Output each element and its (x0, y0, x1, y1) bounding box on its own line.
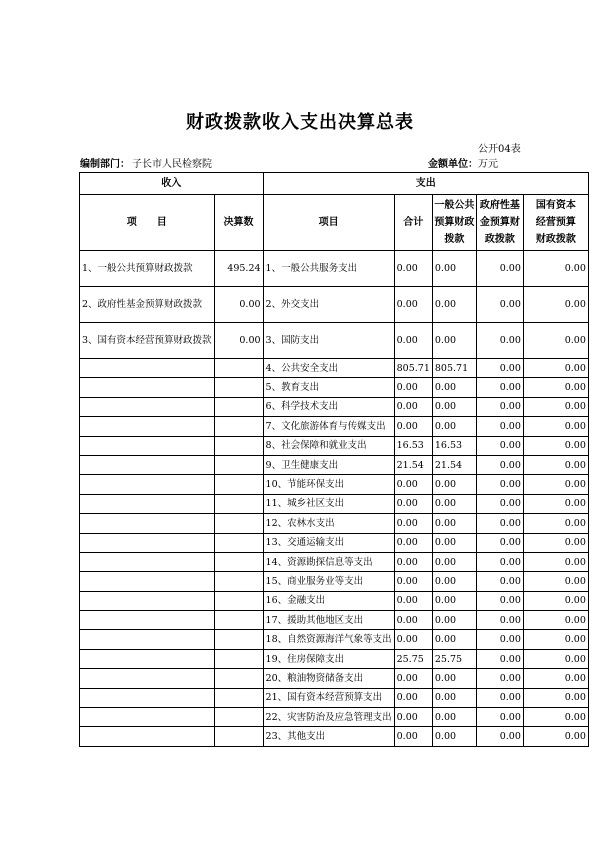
income-value-cell (214, 572, 263, 591)
state-capital-cell: 0.00 (523, 630, 588, 649)
total-cell: 0.00 (394, 669, 432, 688)
income-value-cell (214, 727, 263, 746)
table-row (80, 436, 589, 455)
state-capital-cell: 0.00 (523, 417, 588, 436)
income-value-cell (214, 475, 263, 494)
total-cell: 0.00 (394, 251, 432, 287)
gov-fund-cell: 0.00 (476, 727, 523, 746)
total-cell: 0.00 (394, 378, 432, 397)
income-item-cell (80, 475, 215, 494)
income-item-cell: 2、政府性基金预算财政拨款 (80, 287, 215, 323)
income-value-cell: 0.00 (214, 287, 263, 323)
expenditure-item-cell: 19、住房保障支出 (263, 649, 394, 668)
expenditure-item-cell: 6、科学技术支出 (263, 397, 394, 416)
state-capital-header: 国有资本经营预算财政拨款 (523, 195, 588, 251)
table-row (80, 727, 589, 746)
general-budget-cell: 0.00 (432, 514, 476, 533)
state-capital-cell: 0.00 (523, 287, 588, 323)
general-budget-cell: 25.75 (432, 649, 476, 668)
expenditure-item-cell: 5、教育支出 (263, 378, 394, 397)
total-cell: 0.00 (394, 533, 432, 552)
income-item-cell (80, 572, 215, 591)
state-capital-cell: 0.00 (523, 591, 588, 610)
income-value-cell (214, 359, 263, 378)
gov-fund-cell: 0.00 (476, 649, 523, 668)
amount-unit-label: 金额单位： (428, 159, 478, 170)
income-item-cell (80, 552, 215, 571)
income-item-cell (80, 455, 215, 474)
gov-fund-cell: 0.00 (476, 533, 523, 552)
state-capital-cell: 0.00 (523, 359, 588, 378)
general-budget-cell: 0.00 (432, 727, 476, 746)
gov-fund-cell: 0.00 (476, 251, 523, 287)
general-budget-cell: 805.71 (432, 359, 476, 378)
income-value-cell (214, 688, 263, 707)
expenditure-item-cell: 21、国有资本经营预算支出 (263, 688, 394, 707)
table-row (80, 708, 589, 727)
total-cell: 0.00 (394, 591, 432, 610)
total-cell: 0.00 (394, 688, 432, 707)
expenditure-item-cell: 9、卫生健康支出 (263, 455, 394, 474)
gov-fund-cell: 0.00 (476, 436, 523, 455)
expenditure-header: 支出 (263, 173, 588, 195)
table-row (80, 323, 589, 359)
total-cell: 805.71 (394, 359, 432, 378)
income-value-cell: 495.24 (214, 251, 263, 287)
general-budget-cell: 0.00 (432, 378, 476, 397)
general-budget-cell: 0.00 (432, 323, 476, 359)
total-cell: 0.00 (394, 287, 432, 323)
income-item-cell (80, 669, 215, 688)
gov-fund-cell: 0.00 (476, 455, 523, 474)
general-budget-header: 一般公共预算财政拨款 (432, 195, 476, 251)
expenditure-item-cell: 11、城乡社区支出 (263, 494, 394, 513)
income-item-cell (80, 397, 215, 416)
gov-fund-cell: 0.00 (476, 494, 523, 513)
total-cell: 0.00 (394, 708, 432, 727)
gov-fund-cell: 0.00 (476, 475, 523, 494)
expenditure-item-cell: 18、自然资源海洋气象等支出 (263, 630, 394, 649)
general-budget-cell: 0.00 (432, 552, 476, 571)
general-budget-cell: 0.00 (432, 572, 476, 591)
state-capital-cell: 0.00 (523, 688, 588, 707)
department-label: 编制部门： (80, 159, 130, 170)
expenditure-item-cell: 20、粮油物资储备支出 (263, 669, 394, 688)
table-row (80, 552, 589, 571)
general-budget-cell: 0.00 (432, 630, 476, 649)
total-cell: 0.00 (394, 323, 432, 359)
state-capital-cell: 0.00 (523, 708, 588, 727)
general-budget-cell: 21.54 (432, 455, 476, 474)
table-row (80, 359, 589, 378)
general-budget-cell: 0.00 (432, 251, 476, 287)
income-value-cell (214, 669, 263, 688)
gov-fund-cell: 0.00 (476, 591, 523, 610)
income-item-cell (80, 727, 215, 746)
state-capital-cell: 0.00 (523, 251, 588, 287)
table-row (80, 630, 589, 649)
state-capital-cell: 0.00 (523, 611, 588, 630)
state-capital-cell: 0.00 (523, 649, 588, 668)
state-capital-cell: 0.00 (523, 727, 588, 746)
header-row-columns (80, 195, 589, 251)
gov-fund-cell: 0.00 (476, 669, 523, 688)
general-budget-cell: 0.00 (432, 708, 476, 727)
expenditure-item-cell: 15、商业服务业等支出 (263, 572, 394, 591)
state-capital-cell: 0.00 (523, 669, 588, 688)
income-value-cell (214, 514, 263, 533)
general-budget-cell: 0.00 (432, 611, 476, 630)
general-budget-cell: 0.00 (432, 533, 476, 552)
gov-fund-cell: 0.00 (476, 611, 523, 630)
expenditure-item-cell: 17、援助其他地区支出 (263, 611, 394, 630)
table-row (80, 287, 589, 323)
income-item-cell (80, 688, 215, 707)
state-capital-cell: 0.00 (523, 378, 588, 397)
total-cell: 0.00 (394, 727, 432, 746)
income-item-cell (80, 708, 215, 727)
general-budget-cell: 0.00 (432, 287, 476, 323)
income-item-cell (80, 591, 215, 610)
department-value: 子长市人民检察院 (132, 159, 212, 170)
gov-fund-cell: 0.00 (476, 378, 523, 397)
gov-fund-cell: 0.00 (476, 397, 523, 416)
expenditure-item-cell: 12、农林水支出 (263, 514, 394, 533)
income-value-cell (214, 455, 263, 474)
expenditure-item-cell: 16、金融支出 (263, 591, 394, 610)
income-value-cell (214, 397, 263, 416)
total-cell: 0.00 (394, 475, 432, 494)
general-budget-cell: 0.00 (432, 591, 476, 610)
income-item-cell (80, 378, 215, 397)
total-cell: 21.54 (394, 455, 432, 474)
page-title: 财政拨款收入支出决算总表 (186, 112, 414, 133)
total-cell: 25.75 (394, 649, 432, 668)
income-value-cell (214, 417, 263, 436)
state-capital-cell: 0.00 (523, 514, 588, 533)
total-cell: 0.00 (394, 494, 432, 513)
expenditure-item-cell: 10、节能环保支出 (263, 475, 394, 494)
income-value-cell (214, 630, 263, 649)
general-budget-cell: 0.00 (432, 397, 476, 416)
income-value-cell (214, 708, 263, 727)
final-amount-header: 决算数 (214, 195, 263, 251)
gov-fund-cell: 0.00 (476, 630, 523, 649)
income-value-cell (214, 533, 263, 552)
gov-fund-header: 政府性基金预算财政拨款 (476, 195, 523, 251)
total-cell: 0.00 (394, 417, 432, 436)
expenditure-item-cell: 2、外交支出 (263, 287, 394, 323)
amount-unit-value: 万元 (478, 159, 498, 170)
income-header: 收入 (80, 173, 264, 195)
total-header: 合计 (394, 195, 432, 251)
income-value-cell (214, 378, 263, 397)
expenditure-item-cell: 7、文化旅游体育与传媒支出 (263, 417, 394, 436)
general-budget-cell: 0.00 (432, 475, 476, 494)
state-capital-cell: 0.00 (523, 436, 588, 455)
amount-unit-line (428, 155, 498, 170)
table-row (80, 475, 589, 494)
gov-fund-cell: 0.00 (476, 417, 523, 436)
state-capital-cell: 0.00 (523, 397, 588, 416)
state-capital-cell: 0.00 (523, 572, 588, 591)
income-item-cell (80, 630, 215, 649)
expenditure-item-cell: 4、公共安全支出 (263, 359, 394, 378)
income-value-cell: 0.00 (214, 323, 263, 359)
table-row (80, 533, 589, 552)
state-capital-cell: 0.00 (523, 533, 588, 552)
income-item-cell (80, 359, 215, 378)
table-row (80, 572, 589, 591)
table-row (80, 611, 589, 630)
expenditure-item-cell: 1、一般公共服务支出 (263, 251, 394, 287)
income-value-cell (214, 552, 263, 571)
income-item-cell: 3、国有资本经营预算财政拨款 (80, 323, 215, 359)
expenditure-item-cell: 3、国防支出 (263, 323, 394, 359)
income-value-cell (214, 591, 263, 610)
gov-fund-cell: 0.00 (476, 359, 523, 378)
gov-fund-cell: 0.00 (476, 572, 523, 591)
general-budget-cell: 0.00 (432, 494, 476, 513)
state-capital-cell: 0.00 (523, 552, 588, 571)
expenditure-item-cell: 13、交通运输支出 (263, 533, 394, 552)
income-value-cell (214, 436, 263, 455)
state-capital-cell: 0.00 (523, 455, 588, 474)
general-budget-cell: 0.00 (432, 417, 476, 436)
income-item-cell (80, 611, 215, 630)
table-row (80, 514, 589, 533)
general-budget-cell: 0.00 (432, 669, 476, 688)
gov-fund-cell: 0.00 (476, 323, 523, 359)
gov-fund-cell: 0.00 (476, 708, 523, 727)
table-row (80, 417, 589, 436)
header-row-top (80, 173, 589, 195)
gov-fund-cell: 0.00 (476, 688, 523, 707)
gov-fund-cell: 0.00 (476, 514, 523, 533)
exp-item-header: 项目 (263, 195, 394, 251)
expenditure-item-cell: 23、其他支出 (263, 727, 394, 746)
income-value-cell (214, 649, 263, 668)
general-budget-cell: 0.00 (432, 688, 476, 707)
gov-fund-cell: 0.00 (476, 287, 523, 323)
income-value-cell (214, 611, 263, 630)
expenditure-item-cell: 22、灾害防治及应急管理支出 (263, 708, 394, 727)
department-line (80, 155, 212, 170)
expenditure-item-cell: 14、资源勘探信息等支出 (263, 552, 394, 571)
table-row (80, 669, 589, 688)
income-item-header: 项 目 (80, 195, 215, 251)
total-cell: 0.00 (394, 397, 432, 416)
table-row (80, 397, 589, 416)
form-number: 公开04表 (478, 144, 521, 155)
total-cell: 16.53 (394, 436, 432, 455)
income-item-cell (80, 436, 215, 455)
income-value-cell (214, 494, 263, 513)
income-item-cell (80, 649, 215, 668)
total-cell: 0.00 (394, 572, 432, 591)
general-budget-cell: 16.53 (432, 436, 476, 455)
income-item-cell (80, 533, 215, 552)
gov-fund-cell: 0.00 (476, 552, 523, 571)
table-row (80, 378, 589, 397)
table-row (80, 649, 589, 668)
income-item-cell (80, 514, 215, 533)
table-row (80, 455, 589, 474)
state-capital-cell: 0.00 (523, 323, 588, 359)
table-row (80, 251, 589, 287)
budget-table (79, 172, 589, 747)
income-item-cell: 1、一般公共预算财政拨款 (80, 251, 215, 287)
table-row (80, 688, 589, 707)
state-capital-cell: 0.00 (523, 494, 588, 513)
total-cell: 0.00 (394, 552, 432, 571)
income-item-cell (80, 417, 215, 436)
expenditure-item-cell: 8、社会保障和就业支出 (263, 436, 394, 455)
total-cell: 0.00 (394, 611, 432, 630)
total-cell: 0.00 (394, 514, 432, 533)
income-item-cell (80, 494, 215, 513)
table-row (80, 494, 589, 513)
table-row (80, 591, 589, 610)
state-capital-cell: 0.00 (523, 475, 588, 494)
total-cell: 0.00 (394, 630, 432, 649)
